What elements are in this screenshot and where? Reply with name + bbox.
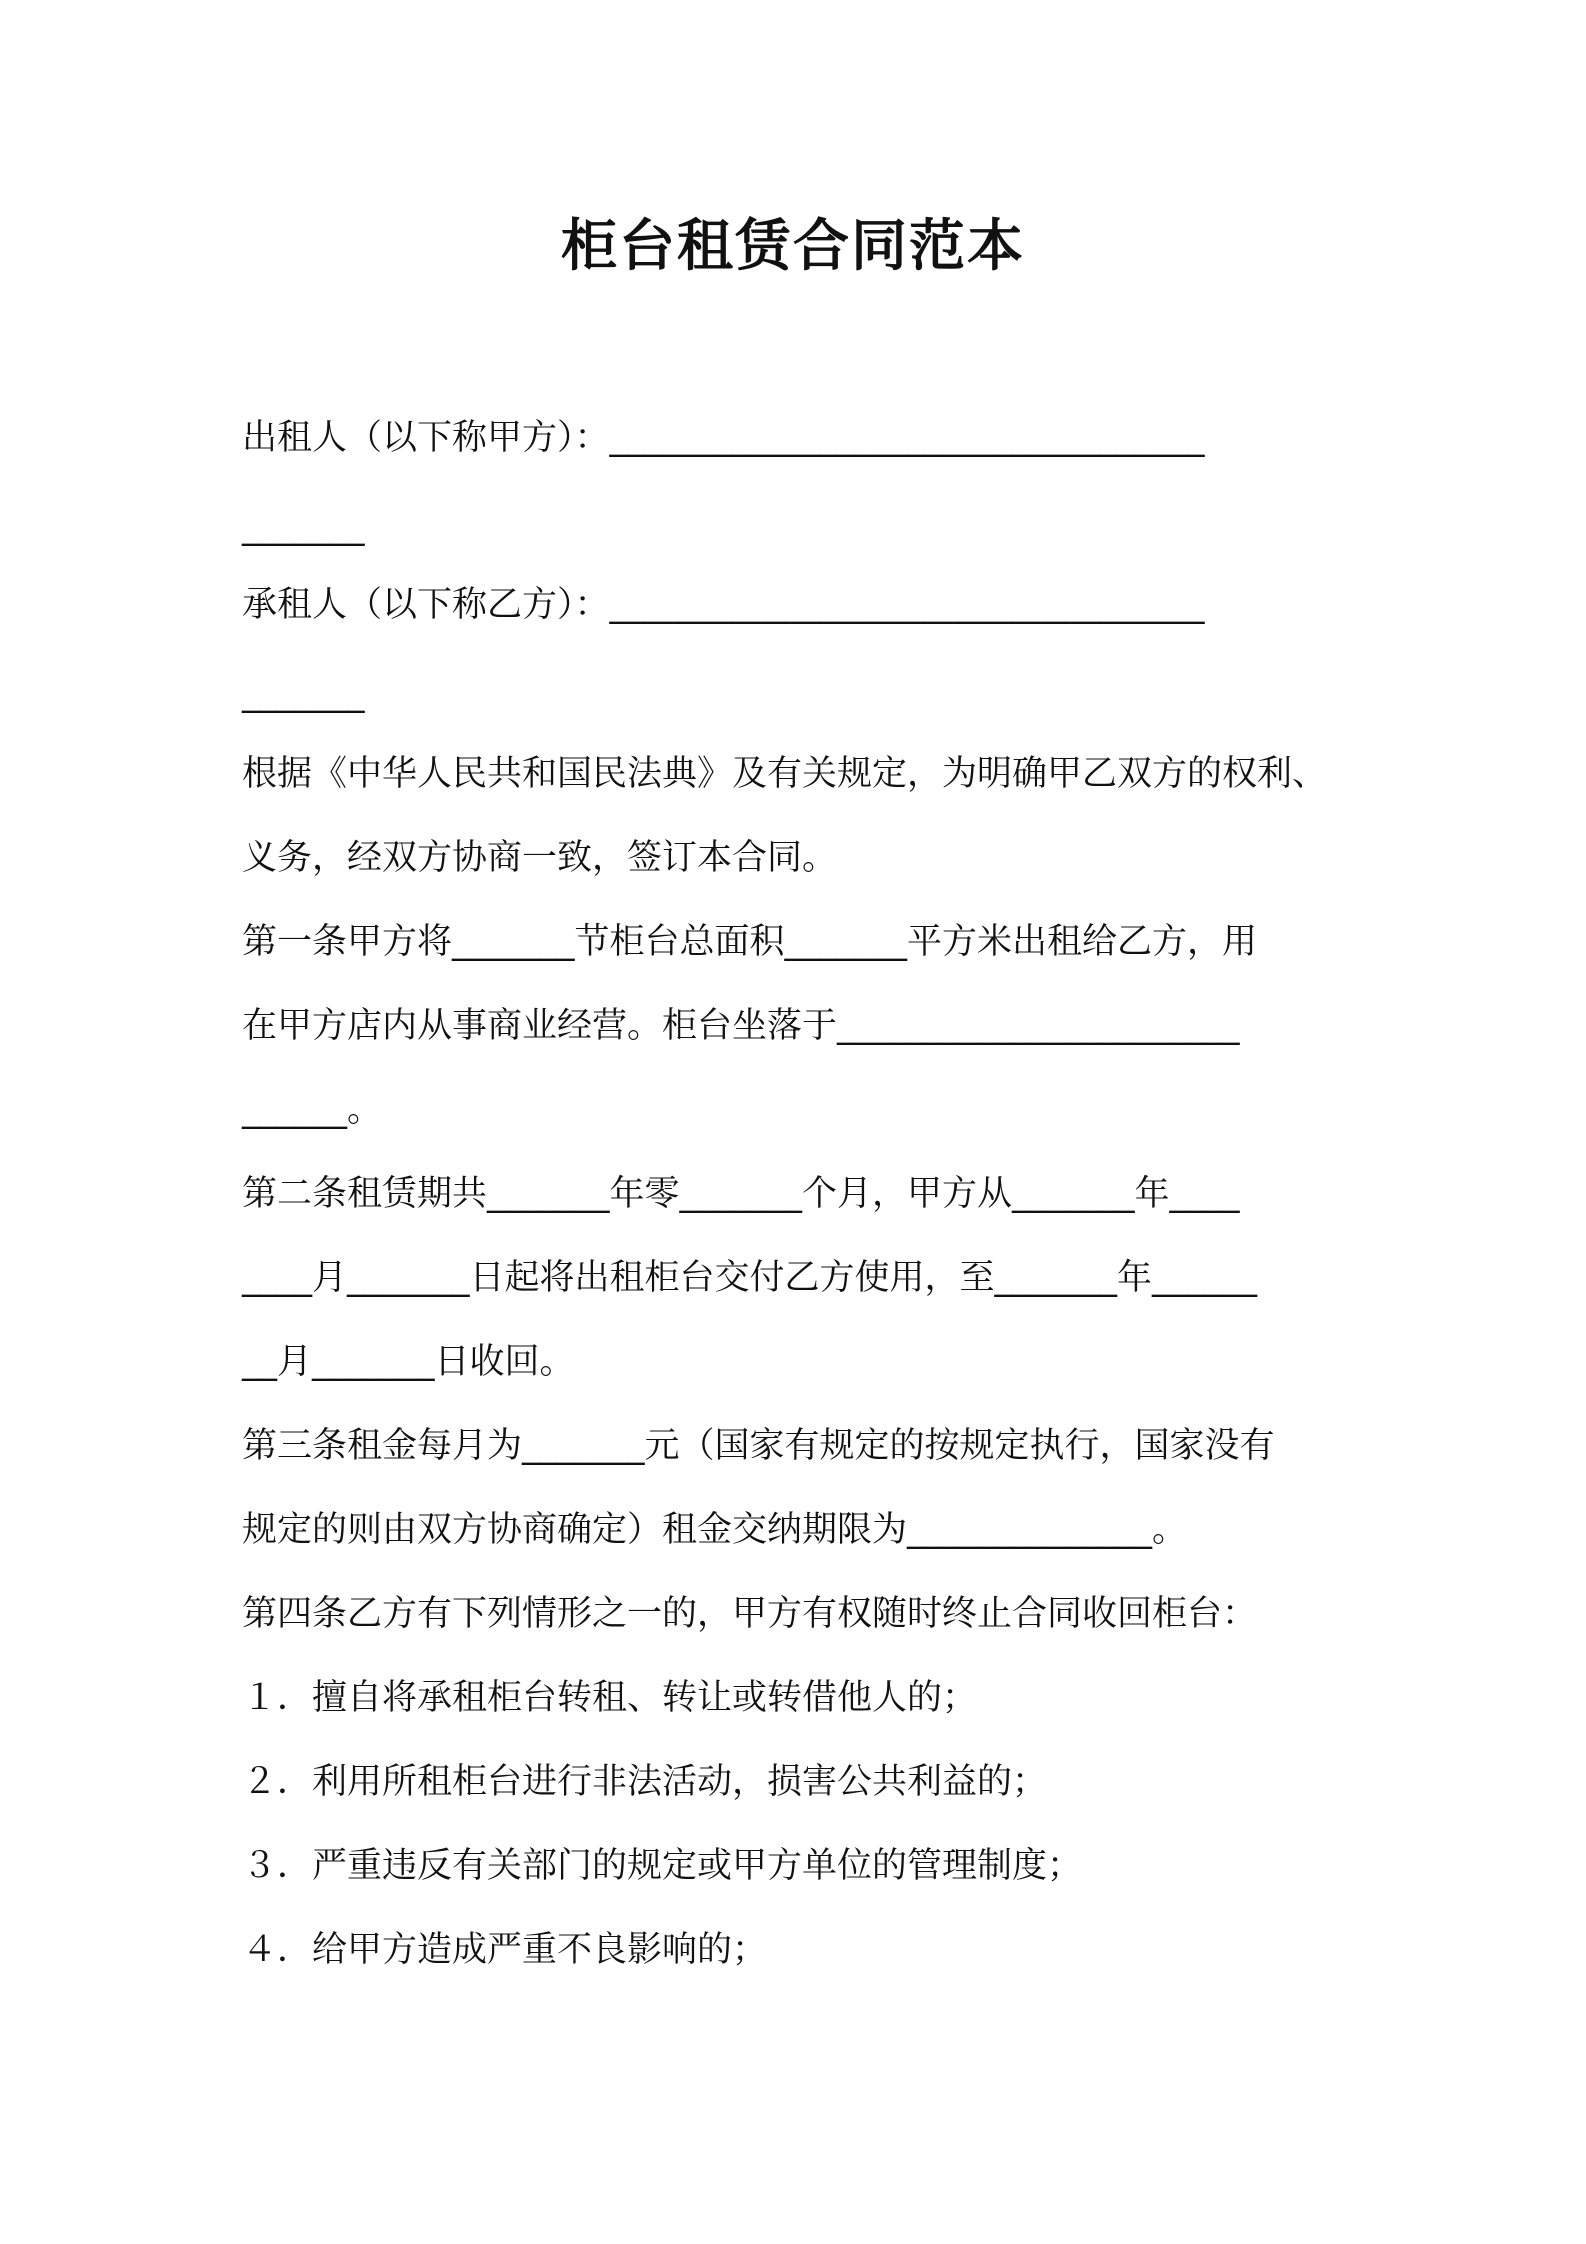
article-1-line-2: 在甲方店内从事商业经营。柜台坐落于_______________________ bbox=[242, 1006, 1240, 1046]
preamble-line-2: 义务，经双方协商一致，签订本合同。 bbox=[242, 838, 838, 878]
article-1-line-3: ______。 bbox=[242, 1090, 383, 1130]
article-1-line-1: 第一条甲方将_______节柜台总面积_______平方米出租给乙方，用 bbox=[242, 922, 1258, 962]
article-4-item-4: ４．给甲方造成严重不良影响的； bbox=[242, 1930, 768, 1970]
document-title: 柜台租赁合同范本 bbox=[561, 214, 1025, 279]
article-4-item-1: １．擅自将承租柜台转租、转让或转借他人的； bbox=[242, 1678, 978, 1718]
article-2-line-1: 第二条租赁期共_______年零_______个月，甲方从_______年____ bbox=[242, 1174, 1240, 1214]
article-4-heading: 第四条乙方有下列情形之一的，甲方有权随时终止合同收回柜台： bbox=[242, 1594, 1258, 1634]
article-3-line-1: 第三条租金每月为_______元（国家有规定的按规定执行，国家没有 bbox=[242, 1426, 1275, 1466]
preamble-line-1: 根据《中华人民共和国民法典》及有关规定，为明确甲乙双方的权利、 bbox=[242, 754, 1328, 794]
article-4-item-3: ３．严重违反有关部门的规定或甲方单位的管理制度； bbox=[242, 1846, 1083, 1886]
article-3-line-2: 规定的则由双方协商确定）租金交纳期限为______________。 bbox=[242, 1510, 1188, 1550]
lessor-line: 出租人（以下称甲方）：__________________________________ bbox=[242, 418, 1205, 458]
lessee-blank-continuation: _______ bbox=[242, 674, 365, 714]
article-2-line-2: ____月_______日起将出租柜台交付乙方使用，至_______年______ bbox=[242, 1258, 1258, 1298]
lessor-blank-continuation: _______ bbox=[242, 507, 365, 547]
article-4-item-2: ２．利用所租柜台进行非法活动，损害公共利益的； bbox=[242, 1762, 1048, 1802]
lessee-line: 承租人（以下称乙方）：__________________________________ bbox=[242, 585, 1205, 625]
article-2-line-3: __月_______日收回。 bbox=[242, 1342, 575, 1382]
